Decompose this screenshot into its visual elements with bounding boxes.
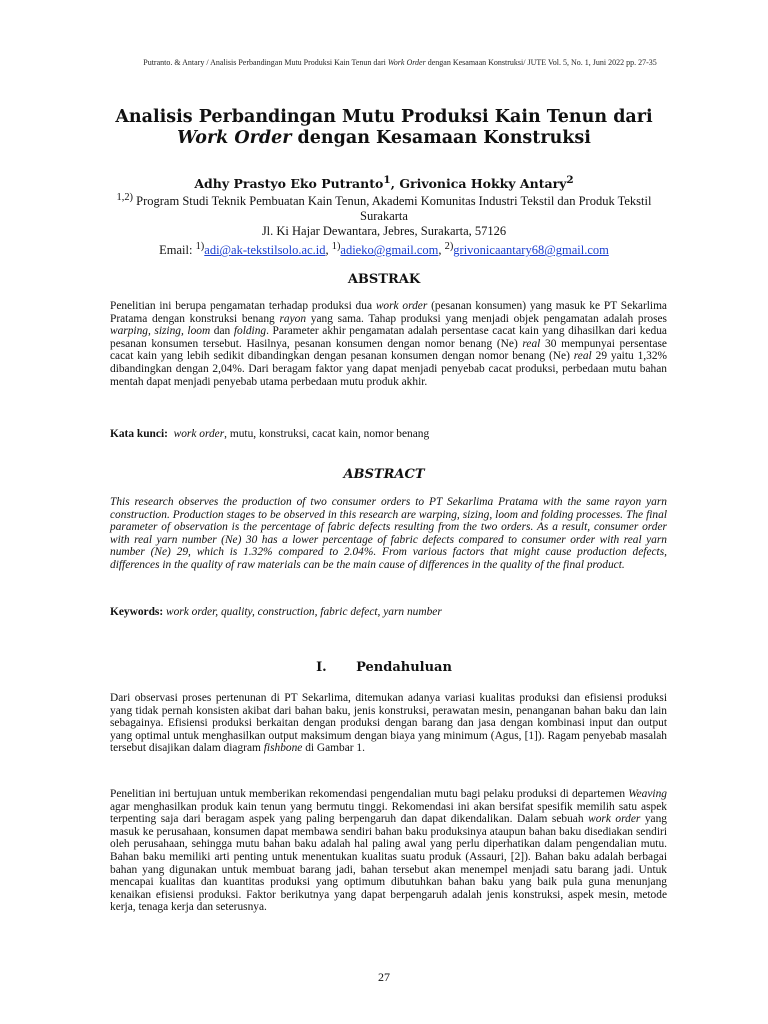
email-link[interactable]: grivonicaantary68@gmail.com <box>453 243 609 258</box>
email-link[interactable]: adi@ak-tekstilsolo.ac.id <box>204 243 326 258</box>
email-line: Email: $^{1)}$adi@ak-tekstilsolo.ac.id, $^{1)}$adieko@gmail.com, $^{2)}$grivonicaantary68@gmail.com <box>159 241 609 258</box>
author-name: Grivonica Hokky Antary <box>399 176 567 192</box>
paper-title: Analisis Perbandingan Mutu Produksi Kain Tenun dari Work Order dengan Kesamaan Konstruksi <box>115 107 653 148</box>
affiliation: $^{1,2)}$ Program Studi Teknik Pembuatan Kain Tenun, Akademi Komunitas Industri Tekstil dan Produk Tekstil Surakarta <box>116 192 652 224</box>
body-paragraph: Dari observasi proses pertenunan di PT Sekarlima, ditemukan adanya variasi kualitas produksi dan efisiensi produksi yang tidak pernah konsisten akibat dari bahan baku, jenis konstruksi, perawatan mesin, penanganan bahan baku dan lain sebagainya. Efisiensi produksi berkaitan dengan produksi dengan barang dan jasa dengan kombinasi input dan output yang optimal untuk menghasilkan output maksimum dengan biaya yang minimum (Agus, [1]). Ragam penyebab masalah tersebut disajikan dalam diagram fishbone di Gambar 1. <box>110 692 667 755</box>
abstract-heading: ABSTRACT <box>343 467 425 482</box>
email-link[interactable]: adieko@gmail.com <box>340 243 439 258</box>
body-paragraph: Penelitian ini bertujuan untuk memberikan rekomendasi pengendalian mutu bagi pelaku produksi di departemen Weaving agar menghasilkan produk kain tenun yang bermutu tinggi. Rekomendasi ini akan bersifat spesifik memilih satu aspek terpenting saja dari beragam aspek yang paling berpengaruh dan dapat dikendalikan. Dalam sebuah work order yang masuk ke perusahaan, konsumen dapat membawa sendiri bahan baku produksinya ataupun bahan baku disediakan sendiri oleh perusahaan, sehingga mutu bahan baku adalah hal paling awal yang perlu diperhatikan dalam pengendalian mutu. Bahan baku memiliki arti penting untuk menentukan kualitas suatu produk (Assauri, [2]). Bahan baku adalah berbagai bahan yang digunakan untuk membuat barang jadi, bahan tersebut akan menempel menjadi satu barang jadi. Untuk mencapai kualitas dan kuantitas produksi yang optimum dibutuhkan bahan baku yang baik pula guna menunjang kenaikan efisiensi produksi. Faktor berikutnya yang dapat berpengaruh adalah jenis konstruksi, aspek mesin, metode kerja, tenaga kerja dan seterusnya. <box>110 788 667 914</box>
author-list: Adhy Prastyo Eko Putranto$^1$, Grivonica Hokky Antary$^2$ <box>194 174 574 192</box>
section-heading: I. Pendahuluan <box>316 660 452 675</box>
keywords: Keywords: work order, quality, construction, fabric defect, yarn number <box>110 606 442 618</box>
abstrak-heading: ABSTRAK <box>347 272 421 287</box>
abstract-text: This research observes the production of two consumer orders to PT Sekarlima Pratama with the same rayon yarn construction. Production stages to be observed in this research are warping, sizing, loom and folding processes. The final parameter of observation is the percentage of fabric defects resulting from the two orders. As a result, consumer order with real yarn number (Ne) 30 has a lower percentage of fabric defects compared to consumer order with real yarn number (Ne) 29, which is 1.32% compared to 2.04%. From various factors that might cause production defects, differences in the quality of raw materials can be the main cause of differences in the quality of the final product. <box>110 496 667 571</box>
kata-kunci: Kata kunci: work order, mutu, konstruksi, cacat kain, nomor benang <box>110 428 430 440</box>
page-number: 27 <box>378 970 390 984</box>
running-head: Putranto. & Antary / Analisis Perbandingan Mutu Produksi Kain Tenun dari Work Order dengan Kesamaan Konstruksi/ JUTE Vol. 5, No. 1, Juni 2022 pp. 27-35 <box>143 58 657 67</box>
abstrak-text: Penelitian ini berupa pengamatan terhadap produksi dua work order (pesanan konsumen) yang masuk ke PT Sekarlima Pratama dengan konstruksi benang rayon yang sama. Tahap produksi yang menjadi objek pengamatan adalah proses warping, sizing, loom dan folding. Parameter akhir pengamatan adalah persentase cacat kain yang dihasilkan dari kedua pesanan konsumen tersebut. Hasilnya, pesanan konsumen dengan nomor benang (Ne) real 30 mempunyai persentase cacat kain yang lebih sedikit dibandingkan dengan pesanan konsumen dengan nomor benang (Ne) real 29 yaitu 1,32% dibandingkan dengan 2,04%. Dari beragam faktor yang dapat menjadi penyebab cacat produksi, perbedaan mutu bahan mentah dapat menjadi penyebab utama perbedaan mutu produk akhir. <box>110 300 668 388</box>
author-name: Adhy Prastyo Eko Putranto <box>194 176 384 192</box>
affiliation-block <box>100 190 668 258</box>
address: Jl. Ki Hajar Dewantara, Jebres, Surakarta, 57126 <box>261 224 507 239</box>
